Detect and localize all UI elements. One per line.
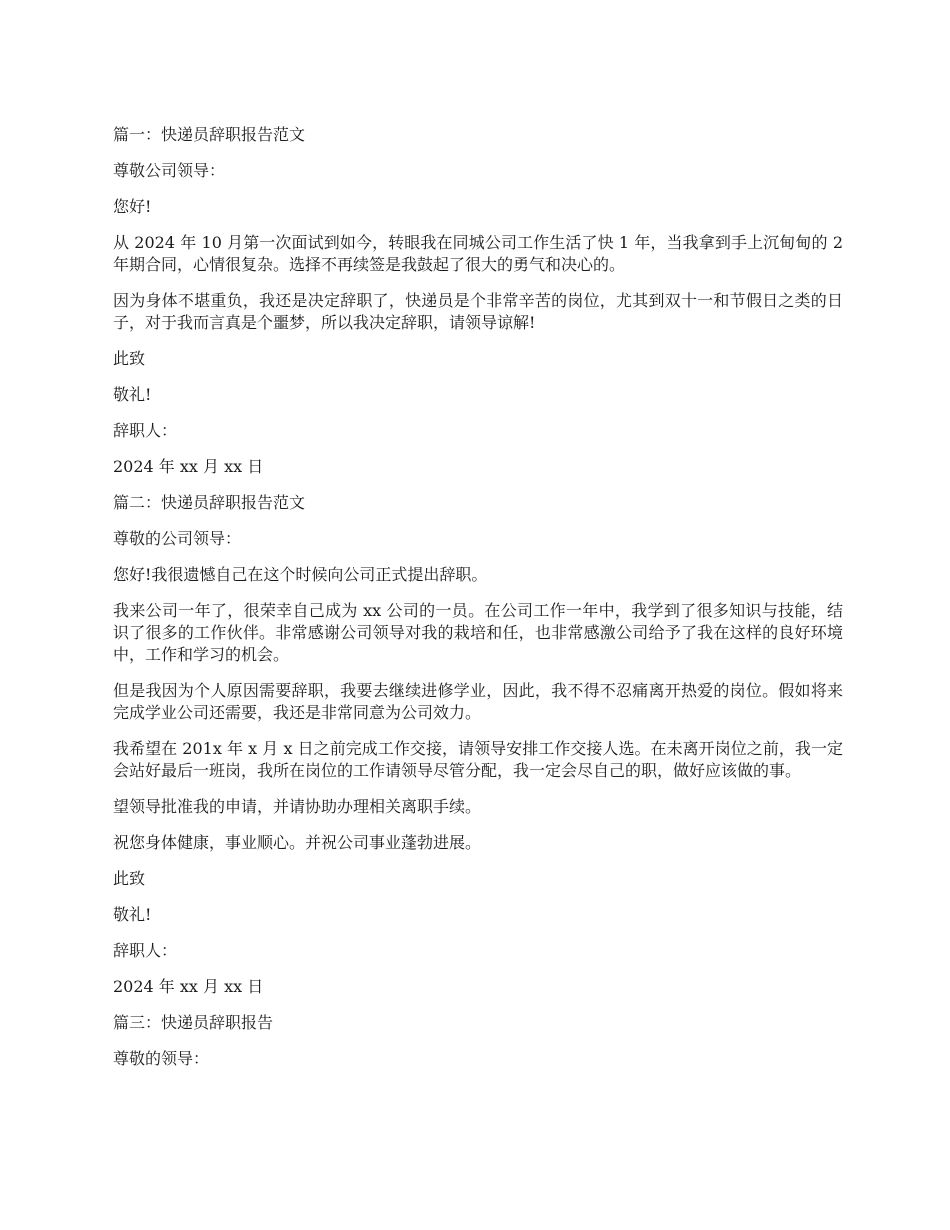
section-heading-2: 篇二：快递员辞职报告范文 (113, 493, 306, 512)
date-line: 2024 年 xx 月 xx 日 (113, 457, 264, 476)
closing-salute: 敬礼! (113, 905, 152, 924)
signature-line: 辞职人： (113, 421, 178, 440)
body-paragraph: 因为身体不堪重负，我还是决定辞职了，快递员是个非常辛苦的岗位，尤其到双十一和节假日之类的日子，对于我而言真是个噩梦，所以我决定辞职，请领导谅解! (113, 291, 843, 332)
closing-salute: 敬礼! (113, 385, 152, 404)
closing: 此致 (113, 349, 146, 368)
signature-line: 辞职人： (113, 941, 178, 960)
closing: 此致 (113, 869, 146, 888)
document-body (113, 124, 843, 1084)
greeting: 您好! (113, 197, 152, 216)
greeting: 您好!我很遗憾自己在这个时候向公司正式提出辞职。 (113, 565, 488, 584)
body-paragraph: 但是我因为个人原因需要辞职，我要去继续进修学业，因此，我不得不忍痛离开热爱的岗位。假如将来完成学业公司还需要，我还是非常同意为公司效力。 (113, 681, 843, 722)
body-paragraph: 望领导批准我的申请，并请协助办理相关离职手续。 (113, 797, 482, 816)
body-paragraph: 我来公司一年了，很荣幸自己成为 xx 公司的一员。在公司工作一年中，我学到了很多知识与技能，结识了很多的工作伙伴。非常感谢公司领导对我的栽培和任，也非常感激公司给予了我在这样的良好环境中，工作和学习的机会。 (113, 601, 843, 664)
body-paragraph: 从 2024 年 10 月第一次面试到如今，转眼我在同城公司工作生活了快 1 年，当我拿到手上沉甸甸的 2 年期合同，心情很复杂。选择不再续签是我鼓起了很大的勇气和决心的。 (113, 233, 843, 274)
body-paragraph: 祝您身体健康，事业顺心。并祝公司事业蓬勃进展。 (113, 833, 482, 852)
body-paragraph: 我希望在 201x 年 x 月 x 日之前完成工作交接，请领导安排工作交接人选。在未离开岗位之前，我一定会站好最后一班岗，我所在岗位的工作请领导尽管分配，我一定会尽自己的职，做好应该做的事。 (113, 739, 843, 780)
date-line: 2024 年 xx 月 xx 日 (113, 977, 264, 996)
section-heading-1: 篇一：快递员辞职报告范文 (113, 125, 306, 144)
salutation: 尊敬的公司领导： (113, 529, 242, 548)
section-heading-3: 篇三：快递员辞职报告 (113, 1013, 274, 1032)
salutation: 尊敬公司领导： (113, 161, 226, 180)
salutation: 尊敬的领导： (113, 1049, 210, 1068)
